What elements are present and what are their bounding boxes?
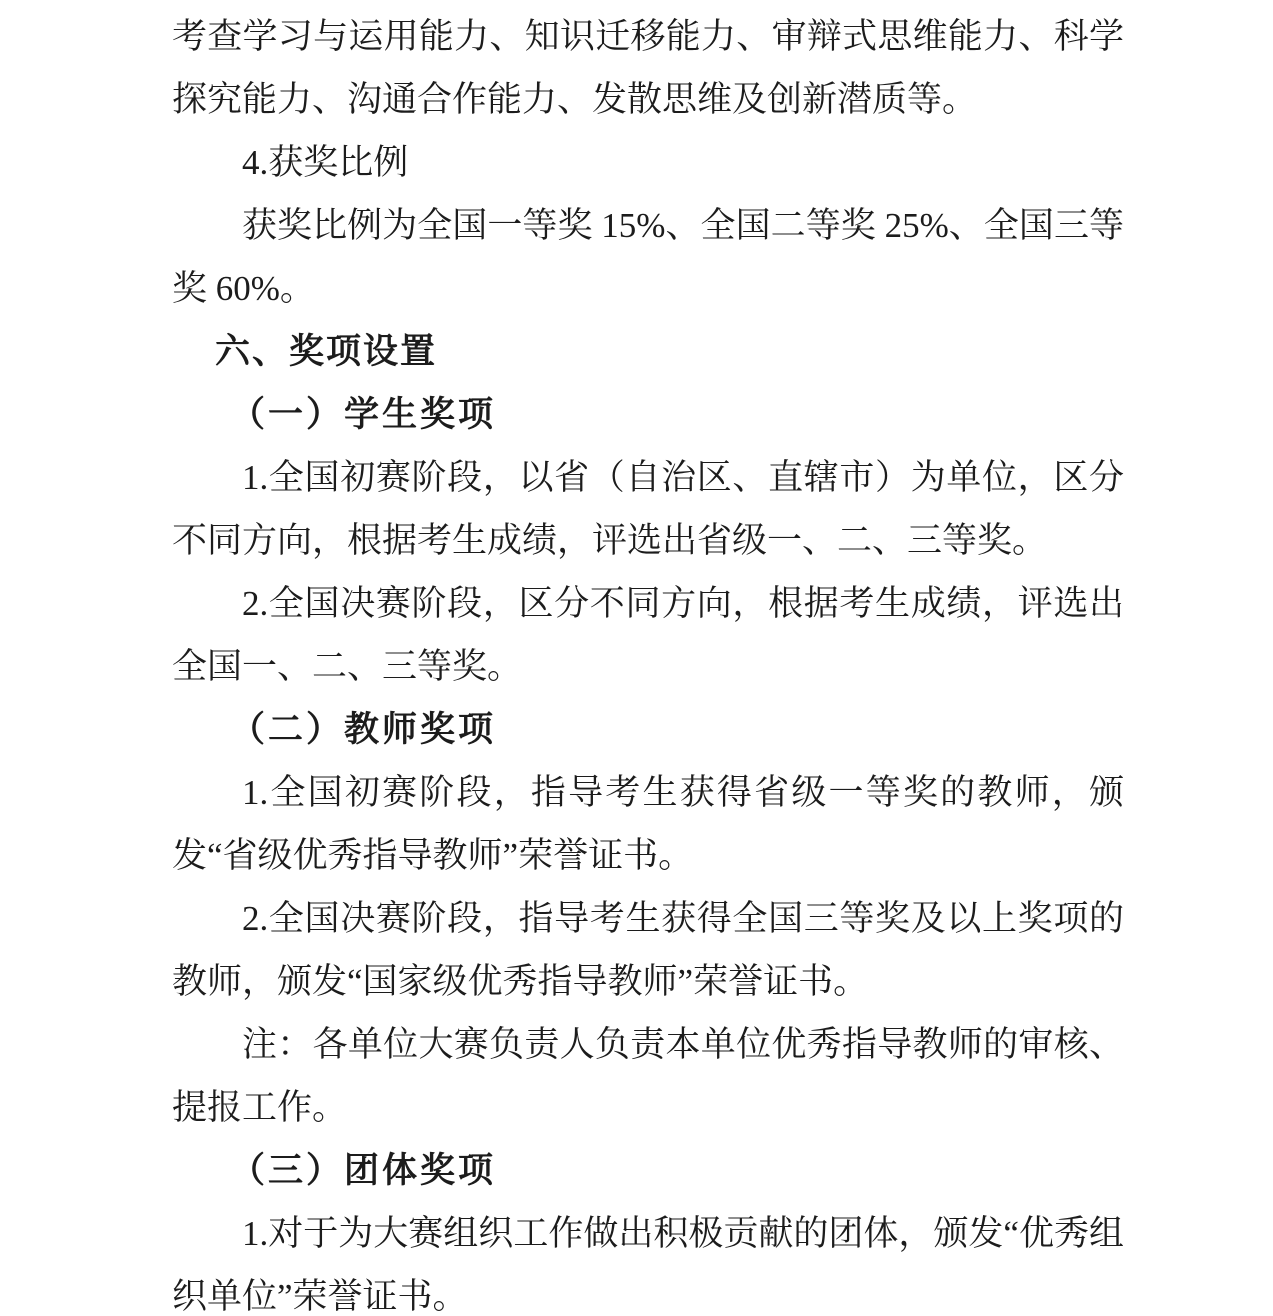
section-heading-awards-setup: 六、奖项设置 [215,332,438,371]
paragraph-student-award-1: 1.全国初赛阶段，以省（自治区、直辖市）为单位，区分不同方向，根据考生成绩，评选出省级一、二、三等奖。 [172,458,1124,560]
paragraph-teacher-award-2: 2.全国决赛阶段，指导考生获得全国三等奖及以上奖项的教师，颁发“国家级优秀指导教师”荣誉证书。 [172,899,1124,1001]
paragraph-teacher-award-1: 1.全国初赛阶段，指导考生获得省级一等奖的教师，颁发“省级优秀指导教师”荣誉证书。 [172,773,1124,875]
paragraph-exam-abilities: 考查学习与运用能力、知识迁移能力、审辩式思维能力、科学探究能力、沟通合作能力、发散思维及创新潜质等。 [172,17,1124,119]
subsection-heading-group-awards: （三）团体奖项 [230,1151,497,1190]
paragraph-student-award-2: 2.全国决赛阶段，区分不同方向，根据考生成绩，评选出全国一、二、三等奖。 [172,584,1124,686]
paragraph-teacher-award-note: 注：各单位大赛负责人负责本单位优秀指导教师的审核、提报工作。 [172,1025,1124,1127]
subsection-heading-student-awards: （一）学生奖项 [230,395,497,434]
paragraph-award-ratio-detail: 获奖比例为全国一等奖 15%、全国二等奖 25%、全国三等奖 60%。 [172,206,1124,308]
document-content [172,0,1124,1316]
paragraph-award-ratio-title: 4.获奖比例 [242,143,409,182]
subsection-heading-teacher-awards: （二）教师奖项 [230,710,497,749]
paragraph-group-award-1: 1.对于为大赛组织工作做出积极贡献的团体，颁发“优秀组织单位”荣誉证书。 [172,1214,1124,1316]
